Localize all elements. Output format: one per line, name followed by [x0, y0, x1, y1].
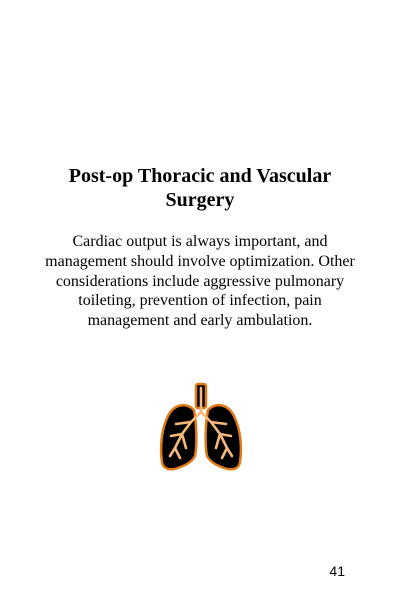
- body-paragraph: Cardiac output is always important, and management should involve optimization. Other considerations include aggressive pulmonary toileting, prevention of infection, pain management and early ambulation.: [45, 233, 355, 330]
- lungs-icon: [158, 382, 244, 472]
- right-lung-shape: [206, 405, 241, 469]
- page-title: Post-op Thoracic and Vascular Surgery: [68, 165, 332, 211]
- left-lung-shape: [161, 405, 196, 469]
- page-number: 41: [329, 563, 345, 579]
